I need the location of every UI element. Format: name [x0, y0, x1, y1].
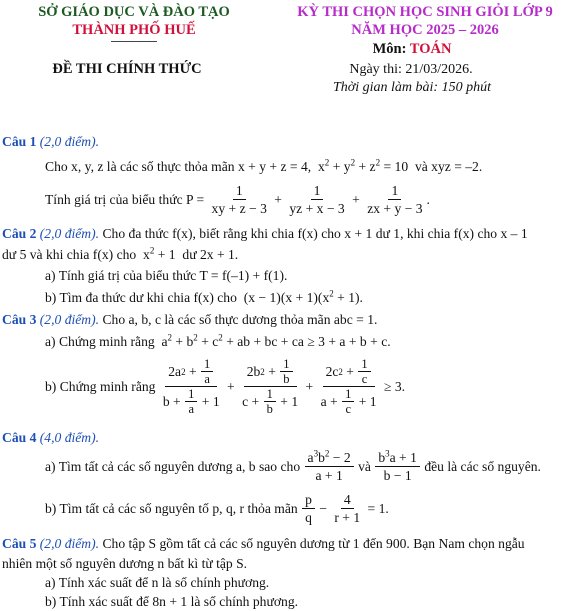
q4-points: (4,0 điểm). [39, 430, 100, 445]
q1-fraction-1: $\frac{1}{xy + z - 3}$ [211, 183, 267, 216]
q3-line-1 [2, 311, 377, 328]
q2-number: Câu 2 [2, 226, 37, 241]
q3-fraction-3: 2c 2 + $\frac{1}{c}$ a + $\frac{1}{c}$ + 1 [320, 357, 377, 416]
q5-text-1: Cho tập S gồm tất cả các số nguyên dương từ 1 đến 900. Bạn Nam chọn ngẫu [102, 536, 525, 551]
q1-number: Câu 1 [2, 134, 37, 149]
q5-line-1 [2, 535, 525, 552]
q4-part-a-tail: đều là các số nguyên. [424, 459, 541, 474]
department-name: SỞ GIÁO DỤC VÀ ĐÀO TẠO [38, 4, 230, 20]
q5-points: (2,0 điểm). [39, 536, 100, 551]
exam-date: Ngày thi: 21/03/2026. [349, 62, 473, 77]
q5-number: Câu 5 [2, 536, 37, 551]
q4-part-a [45, 450, 541, 483]
q3-points: (2,0 điểm). [39, 312, 100, 327]
q1-square-sum: $x^2 + y^2 + z^2 = 10$ [314, 157, 412, 174]
city-name: THÀNH PHỐ HUẾ [72, 22, 196, 38]
q4-fraction-2: $\frac{b^3a + 1}{b - 1}$ [375, 450, 420, 483]
school-year: NĂM HỌC 2025 – 2026 [351, 22, 499, 38]
exam-title: KỲ THI CHỌN HỌC SINH GIỎI LỚP 9 [297, 4, 553, 20]
q4-part-b-text: b) Tìm tất cả các số nguyên tố p, q, r thỏa mãn [45, 501, 298, 516]
subject-label: Môn: [372, 41, 407, 57]
q3-part-b: b) Chứng minh rằng 2a 2 + $\frac{1}{a}$ b + $\frac{1}{a}$ + 1 + 2b 2 + $\frac{1}{b}$ c + $\frac{1}{b}$ + 1 + 2c 2 + $\frac{1}{c}$ a + $\frac{1}{c}$ + 1 ≥ 3. [45, 357, 406, 416]
q2-text-2a: dư 5 và khi chia f(x) cho [2, 247, 137, 262]
q2-part-b-divisor: $(x - 1)(x + 1)(x^2 + 1)$. [240, 288, 363, 305]
q1-given [45, 158, 482, 175]
q4-part-a-text: a) Tìm tất cả các số nguyên dương a, b sao cho [45, 459, 301, 474]
official-exam-label: ĐỀ THI CHÍNH THỨC [52, 61, 202, 77]
q4-fraction-1: $\frac{a^3b^2 - 2}{a + 1}$ [305, 450, 354, 483]
q2-text-2b: dư 2x + 1. [182, 247, 239, 262]
q1-given-tail: và xyz = –2. [414, 159, 483, 174]
q2-part-b [45, 289, 363, 306]
q2-text-1: Cho đa thức f(x), biết rằng khi chia f(x) cho x + 1 dư 1, khi chia f(x) cho x – 1 [102, 226, 528, 241]
q3-part-a-text: a) Chứng minh rằng [45, 334, 155, 349]
q4-fraction-4: $\frac{4}{r + 1}$ [334, 492, 361, 525]
subject-line [373, 41, 452, 58]
q3-part-a [45, 333, 391, 350]
q2-points: (2,0 điểm). [39, 226, 100, 241]
q3-text: Cho a, b, c là các số thực dương thỏa mãn abc = 1. [102, 312, 378, 327]
subject-name: TOÁN [409, 41, 452, 57]
exam-duration: Thời gian làm bài: 150 phút [333, 80, 491, 95]
q4-number: Câu 4 [2, 430, 37, 445]
q2-line-1 [2, 225, 528, 242]
q4-part-b: b) Tìm tất cả các số nguyên tố p, q, r thỏa mãn $\frac{p}{q}$ − $\frac{4}{r + 1}$ = 1. [45, 492, 389, 525]
q4-heading [2, 429, 99, 446]
q1-heading [2, 133, 99, 150]
q3-part-a-inequality: $a^2 + b^2 + c^2$ + ab + bc + ca ≥ 3 + a + b + c. [158, 332, 391, 349]
q4-part-a-and: và [358, 459, 371, 474]
q1-points: (2,0 điểm). [39, 134, 100, 149]
q2-part-b-text: b) Tìm đa thức dư khi chia f(x) cho [45, 290, 237, 305]
q3-fraction-2: 2b 2 + $\frac{1}{b}$ c + $\frac{1}{b}$ + 1 [242, 357, 299, 416]
q1-fraction-2: $\frac{1}{yz + x - 3}$ [289, 183, 345, 216]
q3-number: Câu 3 [2, 312, 37, 327]
q2-divisor: $x^2 + 1$ [139, 245, 179, 262]
header-underline [111, 41, 157, 42]
q1-task-text: Tính giá trị của biểu thức P = [45, 192, 205, 207]
q1-fraction-3: $\frac{1}{zx + y - 3}$ [367, 183, 423, 216]
q2-part-a: a) Tính giá trị của biểu thức T = f(–1) + f(1). [45, 268, 288, 283]
q1-given-text: Cho x, y, z là các số thực thỏa mãn x + y + z = 4, [45, 159, 312, 174]
q1-expression: Tính giá trị của biểu thức P = $\frac{1}{xy + z - 3}$ + $\frac{1}{yz + x - 3}$ + $\frac{1}{zx + y - 3}$ . [45, 183, 430, 216]
q3-fraction-1: 2a 2 + $\frac{1}{a}$ b + $\frac{1}{a}$ + 1 [162, 357, 220, 416]
q5-part-a: a) Tính xác suất để n là số chính phương. [45, 575, 270, 590]
q3-part-b-text: b) Chứng minh rằng [45, 379, 156, 394]
q4-fraction-3: $\frac{p}{q}$ [302, 492, 315, 525]
q5-part-b: b) Tính xác suất để 8n + 1 là số chính phương. [45, 594, 299, 609]
q5-line-2: nhiên một số nguyên dương n bất kì từ tập S. [2, 556, 248, 571]
q2-line-2 [2, 246, 238, 263]
